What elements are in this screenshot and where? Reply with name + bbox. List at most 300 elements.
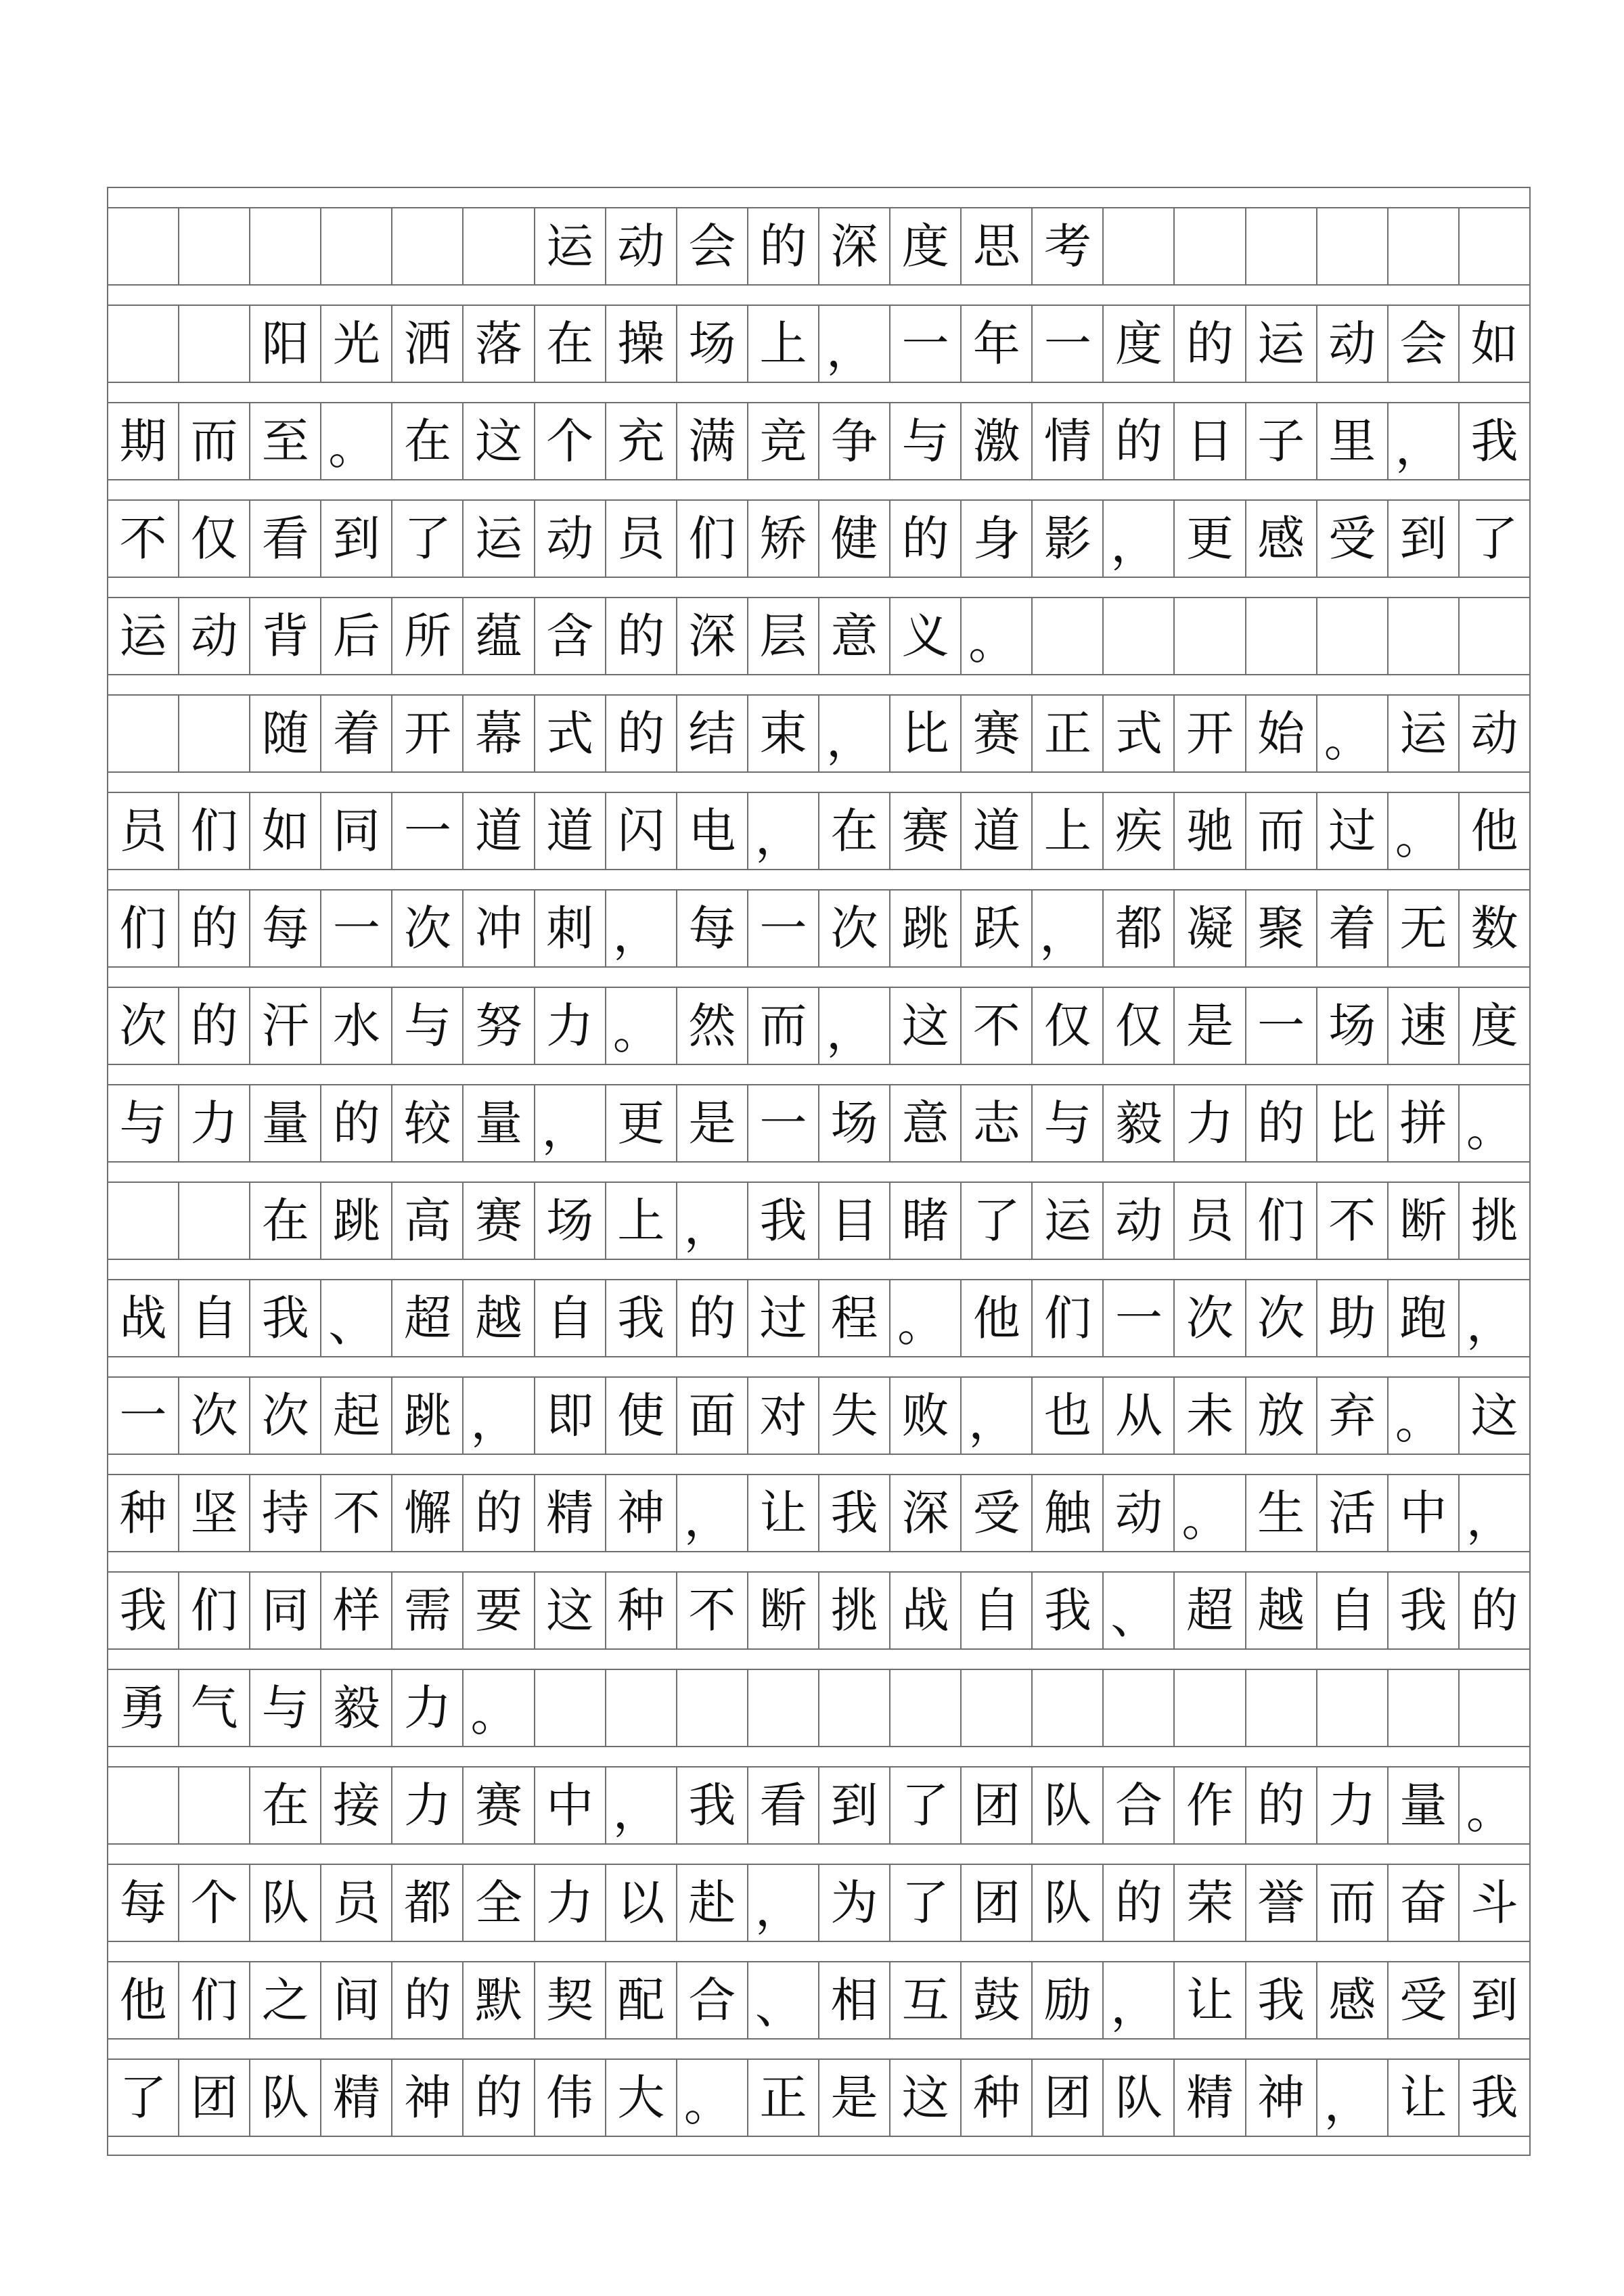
grid-cell: 力 <box>392 1670 464 1746</box>
grid-cell: 度 <box>1104 306 1175 382</box>
row-spacer <box>107 1843 1531 1864</box>
grid-cell: 刺 <box>535 891 606 966</box>
grid-cell: 们 <box>108 891 179 966</box>
grid-cell: 跑 <box>1389 1280 1460 1356</box>
grid-cell: 深 <box>890 1475 962 1551</box>
grid-cell: 放 <box>1246 1378 1317 1454</box>
grid-cell: 了 <box>890 1768 962 1843</box>
grid-cell: 鼓 <box>962 1962 1033 2038</box>
grid-cell: 着 <box>321 696 392 771</box>
grid-cell: 层 <box>748 598 819 674</box>
grid-cell: 断 <box>748 1573 819 1648</box>
row-spacer <box>107 1941 1531 1961</box>
grid-cell: 中 <box>535 1768 606 1843</box>
grid-cell: 精 <box>321 2060 392 2136</box>
grid-cell: 、 <box>1104 1573 1175 1648</box>
grid-cell: 受 <box>1389 1962 1460 2038</box>
grid-cell: 的 <box>1246 1085 1317 1161</box>
grid-cell: ， <box>819 306 890 382</box>
row-spacer <box>107 1746 1531 1766</box>
row-spacer <box>107 577 1531 597</box>
grid-cell: 他 <box>108 1962 179 2038</box>
grid-cell: 期 <box>108 403 179 479</box>
grid-cell: 上 <box>1033 793 1104 869</box>
grid-cell: 在 <box>535 306 606 382</box>
grid-cell: 队 <box>250 2060 321 2136</box>
grid-cell: 。 <box>677 2060 748 2136</box>
empty-grid-cell <box>179 1768 250 1843</box>
text-row <box>107 1571 1531 1648</box>
grid-cell: 动 <box>606 208 677 284</box>
text-row <box>107 694 1531 771</box>
grid-cell: ， <box>1460 1475 1531 1551</box>
grid-cell: 这 <box>464 403 535 479</box>
grid-cell: 、 <box>321 1280 392 1356</box>
grid-cell: 每 <box>108 1865 179 1941</box>
grid-cell: 。 <box>321 403 392 479</box>
grid-cell: 跳 <box>890 891 962 966</box>
grid-cell: 神 <box>606 1475 677 1551</box>
grid-cell: 后 <box>321 598 392 674</box>
grid-cell: 道 <box>464 793 535 869</box>
grid-cell: 。 <box>962 598 1033 674</box>
grid-cell: 冲 <box>464 891 535 966</box>
grid-cell: 情 <box>1033 403 1104 479</box>
grid-cell: 我 <box>1389 1573 1460 1648</box>
grid-cell: 我 <box>606 1280 677 1356</box>
grid-cell: 动 <box>179 598 250 674</box>
grid-cell: ， <box>535 1085 606 1161</box>
grid-cell: 誉 <box>1246 1865 1317 1941</box>
row-spacer <box>107 966 1531 987</box>
grid-cell: 在 <box>250 1183 321 1259</box>
grid-cell: 们 <box>1246 1183 1317 1259</box>
grid-cell: 这 <box>890 988 962 1064</box>
empty-grid-cell <box>1033 1670 1104 1746</box>
grid-cell: 更 <box>606 1085 677 1161</box>
grid-cell: 操 <box>606 306 677 382</box>
text-row <box>107 597 1531 674</box>
grid-cell: 都 <box>392 1865 464 1941</box>
grid-cell: 让 <box>1389 2060 1460 2136</box>
grid-cell: 接 <box>321 1768 392 1843</box>
grid-cell: 一 <box>748 1085 819 1161</box>
grid-cell: 精 <box>535 1475 606 1551</box>
grid-cell: 深 <box>819 208 890 284</box>
grid-cell: 一 <box>748 891 819 966</box>
grid-cell: 比 <box>1317 1085 1389 1161</box>
grid-cell: ， <box>677 1183 748 1259</box>
grid-cell: 拼 <box>1389 1085 1460 1161</box>
grid-cell: 生 <box>1246 1475 1317 1551</box>
grid-cell: 荣 <box>1175 1865 1246 1941</box>
grid-cell: 个 <box>535 403 606 479</box>
grid-cell: 让 <box>748 1475 819 1551</box>
grid-cell: 子 <box>1246 403 1317 479</box>
grid-cell: 落 <box>464 306 535 382</box>
empty-grid-cell <box>1033 598 1104 674</box>
grid-cell: 身 <box>962 501 1033 577</box>
grid-cell: 始 <box>1246 696 1317 771</box>
grid-cell: 赛 <box>890 793 962 869</box>
empty-grid-cell <box>464 208 535 284</box>
grid-cell: 活 <box>1317 1475 1389 1551</box>
grid-cell: 员 <box>606 501 677 577</box>
grid-cell: 次 <box>819 891 890 966</box>
text-row <box>107 1961 1531 2038</box>
grid-cell: ， <box>1033 891 1104 966</box>
grid-cell: 运 <box>108 598 179 674</box>
grid-cell: 挑 <box>819 1573 890 1648</box>
grid-cell: 开 <box>392 696 464 771</box>
grid-cell: 感 <box>1317 1962 1389 2038</box>
grid-cell: 大 <box>606 2060 677 2136</box>
grid-cell: ， <box>819 696 890 771</box>
grid-cell: 的 <box>464 1475 535 1551</box>
grid-cell: 结 <box>677 696 748 771</box>
grid-cell: 这 <box>1460 1378 1531 1454</box>
grid-cell: 们 <box>179 1962 250 2038</box>
grid-cell: 束 <box>748 696 819 771</box>
grid-cell: 。 <box>1460 1085 1531 1161</box>
grid-cell: 着 <box>1317 891 1389 966</box>
grid-cell: 一 <box>392 793 464 869</box>
grid-cell: 团 <box>962 1865 1033 1941</box>
text-row <box>107 1181 1531 1259</box>
grid-cell: 闪 <box>606 793 677 869</box>
grid-cell: 数 <box>1460 891 1531 966</box>
empty-grid-cell <box>1246 208 1317 284</box>
grid-cell: 正 <box>1033 696 1104 771</box>
empty-grid-cell <box>1460 208 1531 284</box>
empty-grid-cell <box>819 1670 890 1746</box>
grid-cell: 在 <box>250 1768 321 1843</box>
grid-cell: 超 <box>392 1280 464 1356</box>
grid-cell: 次 <box>250 1378 321 1454</box>
grid-cell: 量 <box>1389 1768 1460 1843</box>
row-spacer <box>107 382 1531 402</box>
empty-grid-cell <box>1389 598 1460 674</box>
grid-cell: 凝 <box>1175 891 1246 966</box>
text-row <box>107 1279 1531 1356</box>
empty-grid-cell <box>1317 208 1389 284</box>
empty-grid-cell <box>1389 1670 1460 1746</box>
empty-grid-cell <box>108 306 179 382</box>
grid-cell: 互 <box>890 1962 962 2038</box>
grid-cell: 自 <box>962 1573 1033 1648</box>
grid-cell: 意 <box>819 598 890 674</box>
grid-cell: 充 <box>606 403 677 479</box>
grid-cell: 的 <box>1104 1865 1175 1941</box>
grid-cell: 阳 <box>250 306 321 382</box>
grid-cell: 在 <box>819 793 890 869</box>
grid-cell: 日 <box>1175 403 1246 479</box>
grid-cell: 更 <box>1175 501 1246 577</box>
grid-cell: 败 <box>890 1378 962 1454</box>
text-row <box>107 1084 1531 1161</box>
row-spacer <box>107 1648 1531 1669</box>
grid-cell: 同 <box>321 793 392 869</box>
grid-cell: 默 <box>464 1962 535 2038</box>
grid-cell: 而 <box>1317 1865 1389 1941</box>
grid-cell: 们 <box>1033 1280 1104 1356</box>
grid-cell: 高 <box>392 1183 464 1259</box>
grid-cell: 次 <box>392 891 464 966</box>
grid-cell: 看 <box>250 501 321 577</box>
empty-grid-cell <box>1175 598 1246 674</box>
grid-cell: 式 <box>535 696 606 771</box>
grid-cell: 即 <box>535 1378 606 1454</box>
grid-cell: 力 <box>392 1768 464 1843</box>
row-spacer <box>107 1259 1531 1279</box>
grid-cell: 开 <box>1175 696 1246 771</box>
grid-cell: 与 <box>890 403 962 479</box>
grid-cell: 是 <box>819 2060 890 2136</box>
grid-cell: 自 <box>535 1280 606 1356</box>
grid-cell: 场 <box>1317 988 1389 1064</box>
grid-cell: 弃 <box>1317 1378 1389 1454</box>
grid-cell: 。 <box>1389 1378 1460 1454</box>
grid-cell: 与 <box>1033 1085 1104 1161</box>
empty-grid-cell <box>108 1183 179 1259</box>
grid-cell: 是 <box>1175 988 1246 1064</box>
grid-cell: 与 <box>108 1085 179 1161</box>
grid-cell: 里 <box>1317 403 1389 479</box>
grid-cell: 的 <box>748 208 819 284</box>
grid-cell: 以 <box>606 1865 677 1941</box>
grid-cell: 我 <box>1033 1573 1104 1648</box>
grid-cell: 使 <box>606 1378 677 1454</box>
grid-cell: 力 <box>1175 1085 1246 1161</box>
grid-cell: 我 <box>1460 403 1531 479</box>
grid-cell: 所 <box>392 598 464 674</box>
grid-cell: 量 <box>464 1085 535 1161</box>
empty-grid-cell <box>748 1670 819 1746</box>
grid-cell: 助 <box>1317 1280 1389 1356</box>
grid-cell: 赴 <box>677 1865 748 1941</box>
grid-cell: 次 <box>1175 1280 1246 1356</box>
grid-cell: 的 <box>1104 403 1175 479</box>
text-row <box>107 792 1531 869</box>
empty-grid-cell <box>1104 1670 1175 1746</box>
empty-grid-cell <box>1246 598 1317 674</box>
empty-grid-cell <box>392 208 464 284</box>
grid-cell: ， <box>748 1865 819 1941</box>
grid-cell: 间 <box>321 1962 392 2038</box>
grid-cell: ， <box>677 1475 748 1551</box>
grid-cell: 我 <box>1460 2060 1531 2136</box>
grid-cell: 洒 <box>392 306 464 382</box>
grid-cell: 上 <box>606 1183 677 1259</box>
grid-cell: 竞 <box>748 403 819 479</box>
grid-cell: 受 <box>962 1475 1033 1551</box>
grid-cell: 员 <box>321 1865 392 1941</box>
grid-cell: 正 <box>748 2060 819 2136</box>
composition-grid-paper <box>107 187 1531 2156</box>
grid-cell: 同 <box>250 1573 321 1648</box>
empty-grid-cell <box>250 208 321 284</box>
grid-cell: 而 <box>179 403 250 479</box>
empty-grid-cell <box>1460 598 1531 674</box>
grid-cell: 不 <box>321 1475 392 1551</box>
grid-cell: 至 <box>250 403 321 479</box>
grid-cell: 触 <box>1033 1475 1104 1551</box>
grid-cell: 挑 <box>1460 1183 1531 1259</box>
grid-cell: 一 <box>890 306 962 382</box>
grid-cell: 为 <box>819 1865 890 1941</box>
grid-cell: 赛 <box>464 1183 535 1259</box>
grid-cell: 影 <box>1033 501 1104 577</box>
empty-grid-cell <box>108 208 179 284</box>
grid-cell: 精 <box>1175 2060 1246 2136</box>
grid-cell: 的 <box>606 598 677 674</box>
grid-cell: 程 <box>819 1280 890 1356</box>
empty-grid-cell <box>962 1670 1033 1746</box>
grid-cell: ， <box>464 1378 535 1454</box>
grid-cell: 道 <box>962 793 1033 869</box>
grid-cell: 团 <box>1033 2060 1104 2136</box>
grid-cell: 上 <box>748 306 819 382</box>
grid-cell: 越 <box>464 1280 535 1356</box>
grid-cell: ， <box>1389 403 1460 479</box>
grid-cell: 比 <box>890 696 962 771</box>
grid-cell: 我 <box>748 1183 819 1259</box>
row-spacer <box>107 2136 1531 2156</box>
grid-cell: 我 <box>108 1573 179 1648</box>
empty-grid-cell <box>1460 1670 1531 1746</box>
grid-cell: 到 <box>1389 501 1460 577</box>
empty-grid-cell <box>1175 1670 1246 1746</box>
grid-cell: 的 <box>179 988 250 1064</box>
grid-cell: 健 <box>819 501 890 577</box>
grid-cell: 战 <box>108 1280 179 1356</box>
grid-cell: 面 <box>677 1378 748 1454</box>
grid-cell: 力 <box>535 988 606 1064</box>
grid-cell: 会 <box>677 208 748 284</box>
grid-cell: 自 <box>1317 1573 1389 1648</box>
empty-grid-cell <box>1104 208 1175 284</box>
grid-cell: 如 <box>1460 306 1531 382</box>
empty-grid-cell <box>1104 598 1175 674</box>
grid-cell: 而 <box>1246 793 1317 869</box>
empty-grid-cell <box>1317 598 1389 674</box>
empty-grid-cell <box>1317 1670 1389 1746</box>
empty-grid-cell <box>1175 208 1246 284</box>
grid-cell: 。 <box>606 988 677 1064</box>
grid-cell: 的 <box>1460 1573 1531 1648</box>
row-spacer <box>107 1161 1531 1181</box>
grid-cell: 。 <box>1460 1768 1531 1843</box>
grid-cell: 汗 <box>250 988 321 1064</box>
grid-cell: 幕 <box>464 696 535 771</box>
grid-cell: 他 <box>1460 793 1531 869</box>
grid-cell: 伟 <box>535 2060 606 2136</box>
grid-cell: 坚 <box>179 1475 250 1551</box>
grid-cell: 的 <box>890 501 962 577</box>
grid-cell: 一 <box>108 1378 179 1454</box>
grid-cell: 。 <box>890 1280 962 1356</box>
grid-cell: 这 <box>890 2060 962 2136</box>
grid-cell: ， <box>819 988 890 1064</box>
text-row <box>107 402 1531 479</box>
grid-cell: 。 <box>1389 793 1460 869</box>
grid-cell: 不 <box>108 501 179 577</box>
text-row <box>107 2058 1531 2136</box>
grid-cell: 也 <box>1033 1378 1104 1454</box>
grid-cell: 到 <box>321 501 392 577</box>
grid-cell: 次 <box>1246 1280 1317 1356</box>
row-spacer <box>107 1454 1531 1474</box>
grid-cell: 疾 <box>1104 793 1175 869</box>
grid-cell: 深 <box>677 598 748 674</box>
grid-cell: 动 <box>535 501 606 577</box>
grid-cell: 电 <box>677 793 748 869</box>
grid-cell: 一 <box>1104 1280 1175 1356</box>
grid-cell: 之 <box>250 1962 321 2038</box>
grid-cell: 的 <box>392 1962 464 2038</box>
grid-cell: 了 <box>392 501 464 577</box>
empty-grid-cell <box>179 306 250 382</box>
empty-grid-cell <box>179 208 250 284</box>
grid-cell: 仅 <box>179 501 250 577</box>
text-row <box>107 499 1531 577</box>
grid-cell: 让 <box>1175 1962 1246 2038</box>
grid-cell: 看 <box>748 1768 819 1843</box>
grid-cell: 含 <box>535 598 606 674</box>
row-spacer <box>107 771 1531 792</box>
grid-cell: 要 <box>464 1573 535 1648</box>
grid-cell: 作 <box>1175 1768 1246 1843</box>
row-spacer <box>107 1356 1531 1376</box>
grid-cell: 队 <box>250 1865 321 1941</box>
grid-cell: 种 <box>606 1573 677 1648</box>
grid-cell: 团 <box>179 2060 250 2136</box>
grid-cell: 神 <box>392 2060 464 2136</box>
grid-cell: 跳 <box>392 1378 464 1454</box>
grid-cell: 、 <box>748 1962 819 2038</box>
grid-cell: 奋 <box>1389 1865 1460 1941</box>
grid-cell: 相 <box>819 1962 890 2038</box>
grid-cell: 样 <box>321 1573 392 1648</box>
grid-cell: 每 <box>677 891 748 966</box>
grid-cell: 动 <box>1460 696 1531 771</box>
grid-cell: 。 <box>464 1670 535 1746</box>
grid-cell: 我 <box>819 1475 890 1551</box>
grid-cell: 他 <box>962 1280 1033 1356</box>
grid-cell: 需 <box>392 1573 464 1648</box>
grid-cell: 仅 <box>1104 988 1175 1064</box>
grid-cell: 矫 <box>748 501 819 577</box>
grid-cell: 的 <box>677 1280 748 1356</box>
grid-cell: 量 <box>250 1085 321 1161</box>
grid-cell: 过 <box>1317 793 1389 869</box>
grid-cell: 一 <box>1033 306 1104 382</box>
grid-cell: 队 <box>1104 2060 1175 2136</box>
grid-cell: 懈 <box>392 1475 464 1551</box>
grid-cell: 水 <box>321 988 392 1064</box>
grid-cell: 断 <box>1389 1183 1460 1259</box>
grid-cell: 运 <box>535 208 606 284</box>
grid-cell: 员 <box>1175 1183 1246 1259</box>
grid-cell: 不 <box>962 988 1033 1064</box>
grid-cell: 到 <box>1460 1962 1531 2038</box>
grid-cell: 都 <box>1104 891 1175 966</box>
text-row <box>107 1864 1531 1941</box>
grid-cell: 了 <box>108 2060 179 2136</box>
grid-cell: 从 <box>1104 1378 1175 1454</box>
grid-cell: 赛 <box>464 1768 535 1843</box>
grid-cell: 了 <box>962 1183 1033 1259</box>
